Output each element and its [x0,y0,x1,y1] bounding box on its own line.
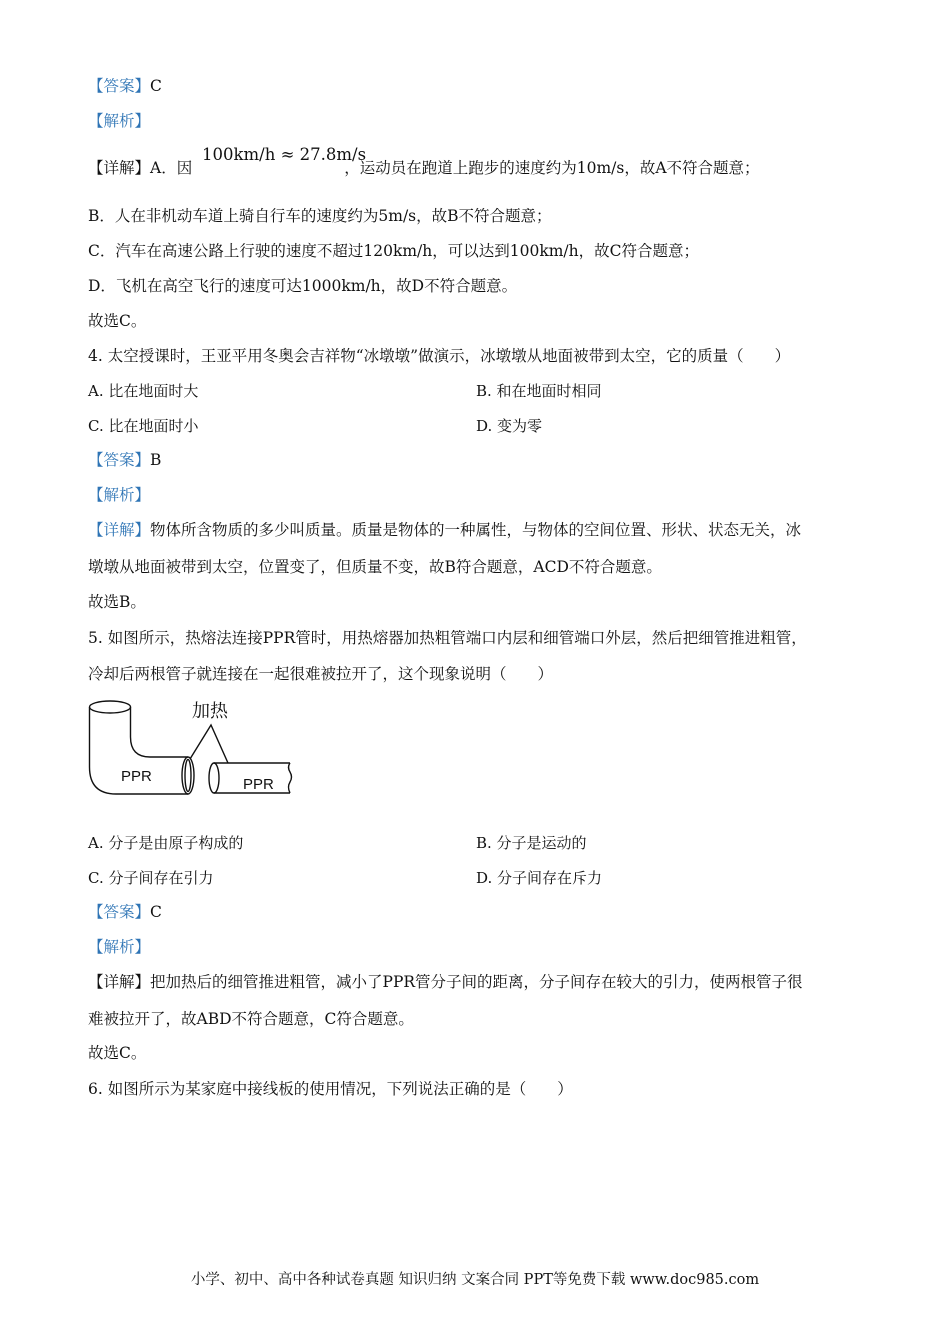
q4-option-d: D. 变为零 [476,417,543,435]
detail-a-pre: A．因 [150,159,193,177]
q5-stem-line1: 5. 如图所示，热熔法连接PPR管时，用热熔器加热粗管端口内层和细管端口外层，然后把细管推进粗管， [88,629,807,647]
q3-detail-c: C．汽车在高速公路上行驶的速度不超过120km/h，可以达到100km/h，故C符合题意； [88,242,699,260]
pipe-top-opening [90,701,131,713]
q5-option-a: A. 分子是由原子构成的 [88,834,244,852]
pipe-label-left: PPR [121,768,152,785]
q6-stem: 6. 如图所示为某家庭中接线板的使用情况，下列说法正确的是（ ） [88,1080,573,1098]
detail-text: 物体所含物质的多少叫质量。质量是物体的一种属性，与物体的空间位置、形状、状态无关，冰 [150,521,802,539]
detail-tag: 【详解】 [88,159,151,177]
heat-pointer-lines [190,725,228,763]
detail-tag: 【详解】 [88,973,151,991]
q3-detail-d: D．飞机在高空飞行的速度可达1000km/h，故D不符合题意。 [88,277,518,295]
q5-option-c: C. 分子间存在引力 [88,869,214,887]
answer-value: C [150,903,162,921]
q4-stem: 4. 太空授课时，王亚平用冬奥会吉祥物“冰墩墩”做演示，冰墩墩从地面被带到太空，它的质量（ ） [88,347,791,365]
detail-text: 把加热后的细管推进粗管，减小了PPR管分子间的距离，分子间存在较大的引力，使两根管子很 [150,973,803,991]
q3-detail-a [88,158,760,178]
q5-option-b: B. 分子是运动的 [476,834,587,852]
q4-analysis-tag: 【解析】 [88,486,151,504]
pipe-inner-wall [131,707,189,757]
q4-option-a: A. 比在地面时大 [88,382,199,400]
q5-analysis-tag: 【解析】 [88,938,151,956]
q5-detail-line2: 难被拉开了，故ABD不符合题意，C符合题意。 [88,1010,414,1028]
q5-answer-line [88,902,162,922]
speed-formula: 100km/h ≈ 27.8m/s [202,145,367,164]
q3-detail-b: B．人在非机动车道上骑自行车的速度约为5m/s，故B不符合题意； [88,207,552,225]
q5-detail-line1 [88,972,803,992]
thin-pipe-break [289,763,292,793]
answer-tag: 【答案】 [88,451,151,469]
answer-value: B [150,451,162,469]
q3-answer-line [88,76,162,96]
page-footer: 小学、初中、高中各种试卷真题 知识归纳 文案合同 PPT等免费下载 www.doc985.com [190,1272,760,1288]
q4-conclusion: 故选B。 [88,593,146,611]
ppr-pipe-figure [86,697,296,799]
detail-a-post: ，运动员在跑道上跑步的速度约为10m/s，故A不符合题意； [344,159,760,177]
q5-option-d: D. 分子间存在斥力 [476,869,603,887]
pipe-label-right: PPR [243,776,274,793]
q4-answer-line [88,450,161,470]
q4-option-b: B. 和在地面时相同 [476,382,602,400]
q4-detail-line1 [88,520,801,540]
q3-analysis-tag: 【解析】 [88,112,151,130]
q4-option-c: C. 比在地面时小 [88,417,199,435]
thick-pipe-end [182,757,194,794]
heat-label: 加热 [192,701,228,722]
q3-conclusion: 故选C。 [88,312,147,330]
answer-value: C [150,77,162,95]
q5-stem-line2: 冷却后两根管子就连接在一起很难被拉开了，这个现象说明（ ） [88,665,554,683]
q4-detail-line2: 墩墩从地面被带到太空，位置变了，但质量不变，故B符合题意，ACD不符合题意。 [88,558,662,576]
answer-tag: 【答案】 [88,903,151,921]
thick-pipe-inner-rim [185,760,191,792]
thin-pipe-end [209,763,219,793]
answer-tag: 【答案】 [88,77,151,95]
detail-tag: 【详解】 [88,521,151,539]
q5-conclusion: 故选C。 [88,1044,147,1062]
